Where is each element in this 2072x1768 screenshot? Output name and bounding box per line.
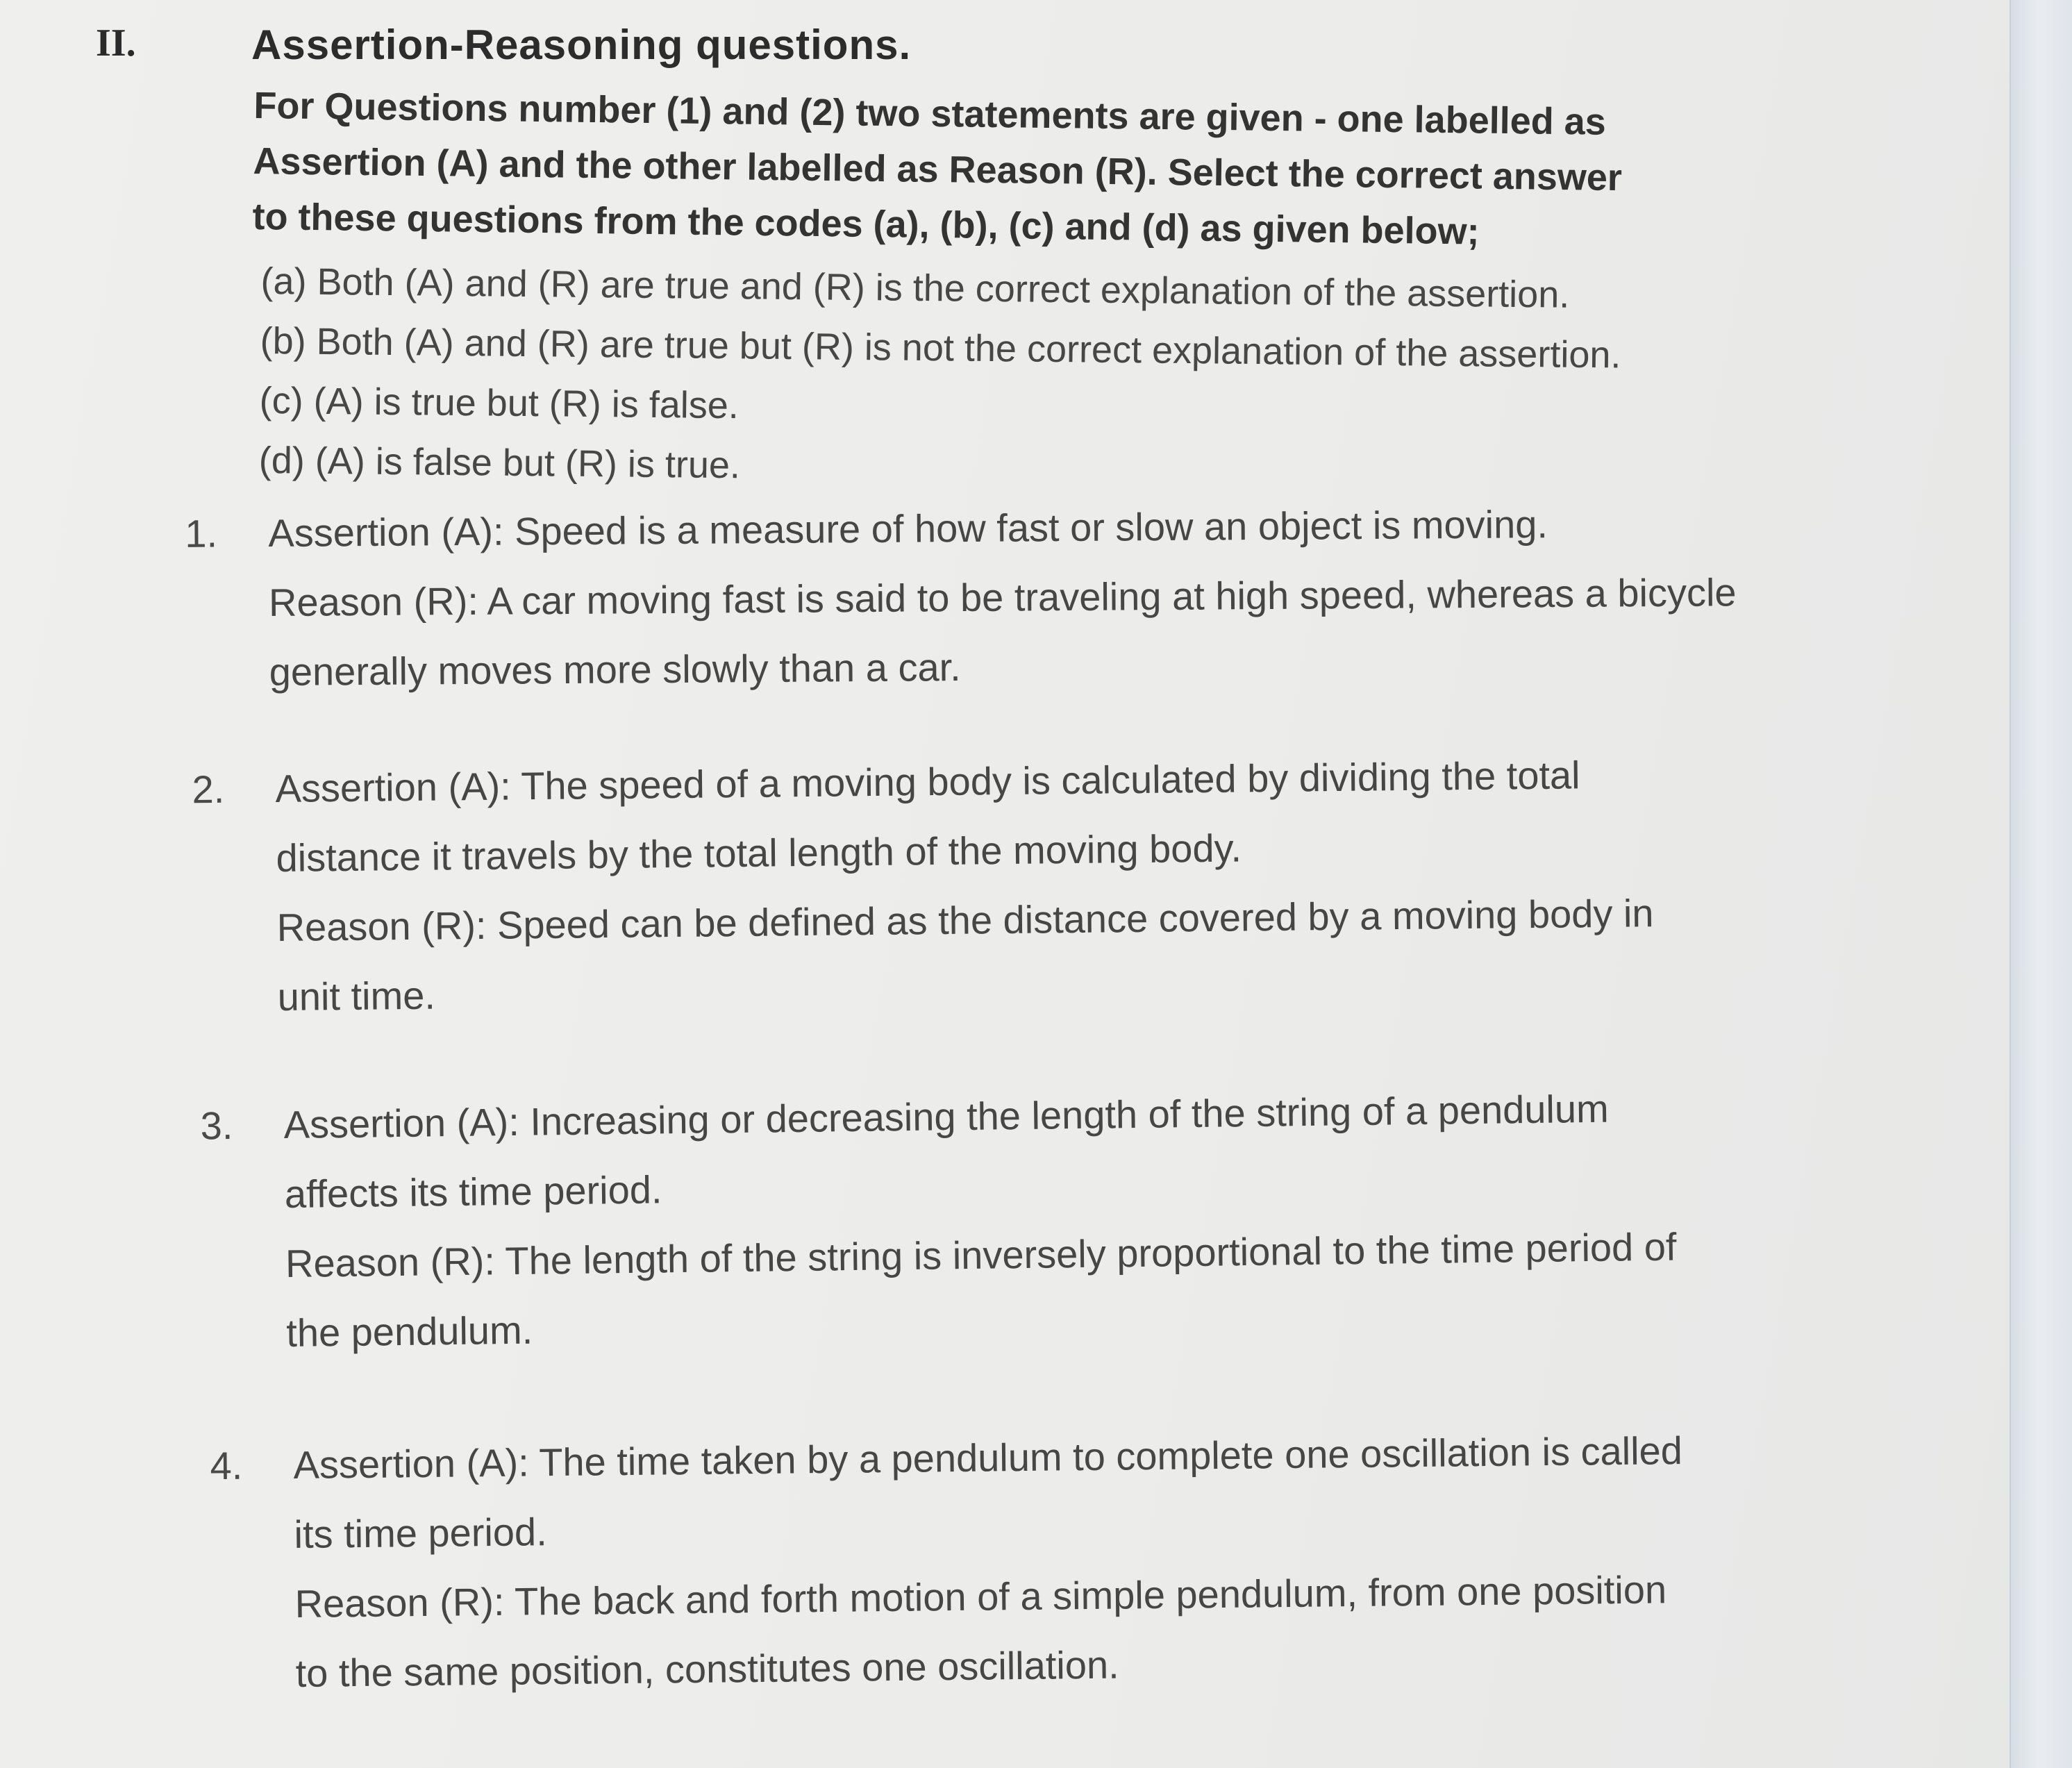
assertion-text: Assertion (A): The speed of a moving body is calculated by dividing the total xyxy=(275,753,1580,810)
assertion-text: Assertion (A): Increasing or decreasing the length of the string of a pendulum xyxy=(283,1086,1610,1146)
section-number: II. xyxy=(96,22,136,65)
assertion-text: Assertion (A): Speed is a measure of how fast or slow an object is moving. xyxy=(268,502,1548,555)
reason-text-continued: the pendulum. xyxy=(285,1308,533,1355)
option-a: (a) Both (A) and (R) are true and (R) is the correct explanation of the assertion. xyxy=(260,260,1570,316)
page-edge-strip xyxy=(2010,0,2072,1768)
reason-text-continued: generally moves more slowly than a car. xyxy=(269,645,961,694)
option-d: (d) (A) is false but (R) is true. xyxy=(258,439,741,487)
reason-text-continued: unit time. xyxy=(277,973,436,1019)
question-number: 3. xyxy=(200,1103,233,1148)
assertion-text: Assertion (A): The time taken by a pendulum to complete one oscillation is called xyxy=(293,1428,1683,1487)
option-b: (b) Both (A) and (R) are true but (R) is not the correct explanation of the assertion. xyxy=(260,319,1621,376)
question-number: 4. xyxy=(210,1443,243,1488)
question-number: 2. xyxy=(192,767,225,812)
answer-codes xyxy=(258,251,1621,505)
section-title: Assertion-Reasoning questions. xyxy=(251,22,912,68)
reason-text-continued: to the same position, constitutes one oscillation. xyxy=(295,1642,1119,1695)
reason-text: Reason (R): A car moving fast is said to be traveling at high speed, whereas a bicycle xyxy=(268,570,1737,624)
assertion-text-continued: affects its time period. xyxy=(284,1167,662,1216)
reason-text: Reason (R): Speed can be defined as the distance covered by a moving body in xyxy=(276,891,1654,949)
question-1 xyxy=(185,488,1737,707)
instruction-line: For Questions number (1) and (2) two statements are given - one labelled as xyxy=(253,84,1607,143)
assertion-text-continued: distance it travels by the total length of the moving body. xyxy=(276,826,1242,880)
question-number: 1. xyxy=(185,511,218,556)
assertion-text-continued: its time period. xyxy=(294,1510,548,1556)
question-2 xyxy=(192,740,1655,1032)
instruction-line: to these questions from the codes (a), (b), (c) and (d) as given below; xyxy=(252,195,1480,253)
question-4 xyxy=(210,1416,1685,1708)
reason-text: Reason (R): The back and forth motion of a simple pendulum, from one position xyxy=(294,1567,1667,1626)
instruction-line: Assertion (A) and the other labelled as Reason (R). Select the correct answer xyxy=(253,140,1623,199)
option-c: (c) (A) is true but (R) is false. xyxy=(259,379,740,427)
reason-text: Reason (R): The length of the string is inversely proportional to the time period of xyxy=(285,1224,1677,1285)
instructions xyxy=(252,78,1851,264)
question-3 xyxy=(200,1074,1678,1368)
